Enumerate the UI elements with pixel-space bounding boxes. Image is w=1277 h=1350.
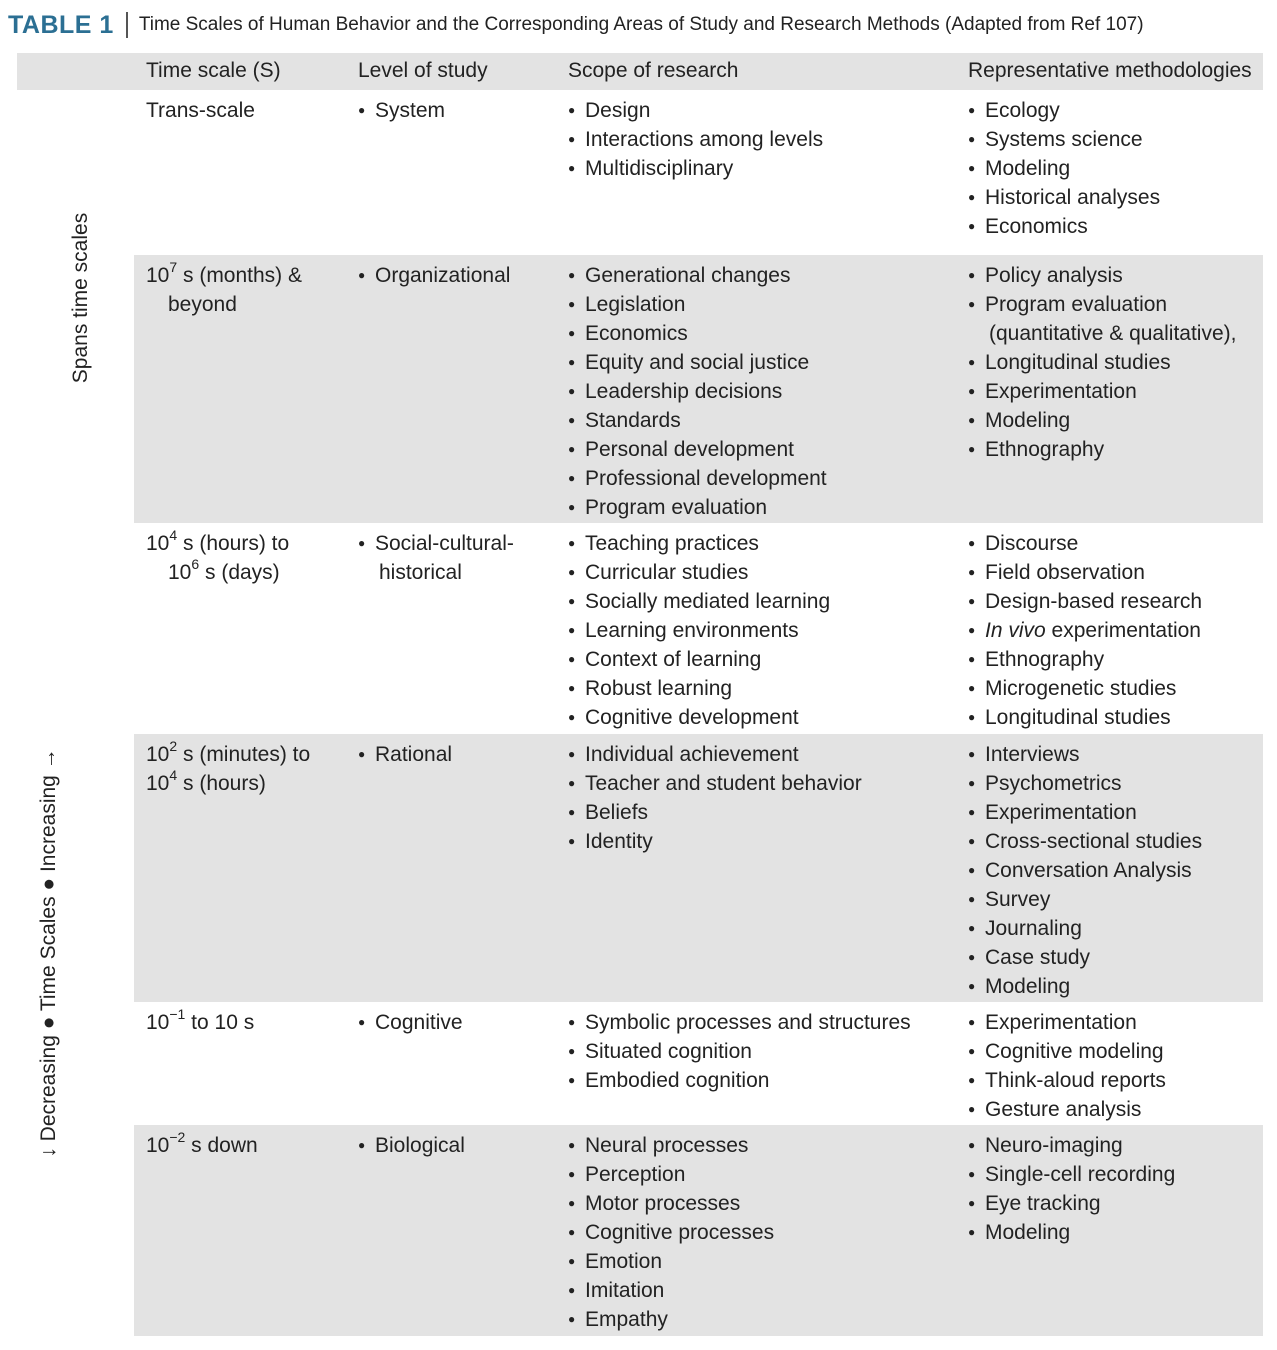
method-item: ● Modeling [968,154,1263,183]
method-item: ● Gesture analysis [968,1095,1263,1124]
column-header-level: Level of study [358,59,488,82]
scope-item: ● Robust learning [568,674,968,703]
scope-item: ● Personal development [568,435,968,464]
column-header-time-scale: Time scale (S) [146,59,281,82]
table-title: Time Scales of Human Behavior and the Corresponding Areas of Study and Research Methods (Adapted from Ref 107) [138,14,1144,35]
method-item: ● Neuro-imaging [968,1131,1263,1160]
scope-item: ● Individual achievement [568,740,968,769]
level-item: ● Cognitive [358,1008,558,1037]
table-header [17,53,1263,90]
method-item: ● Systems science [968,125,1263,154]
scope-item: ● Perception [568,1160,968,1189]
scope-cell [568,529,968,732]
level-item: ● Social-cultural- [358,529,558,558]
spans-time-scales-label: Spans time scales [69,212,92,384]
time-scale-cell: $10^{-2}$ s down [146,1129,258,1157]
scope-cell [568,96,968,183]
scope-item: ● Symbolic processes and structures [568,1008,968,1037]
scope-item: ● Embodied cognition [568,1066,968,1095]
table-row-biological [134,1125,1263,1336]
column-header-methods: Representative methodologies [968,59,1252,82]
time-scale-axis-label: ↓ Decreasing ● Time Scales ● Increasing → [37,748,60,1158]
scope-item: ● Interactions among levels [568,125,968,154]
level-item: ● Biological [358,1131,558,1160]
scope-item: ● Imitation [568,1276,968,1305]
methods-cell [968,529,1263,732]
time-scale-cell: $10^2$ s (minutes) to $10^4$ s (hours) [146,738,311,795]
level-cell [358,1131,558,1160]
method-item: ● Interviews [968,740,1263,769]
scope-item: ● Curricular studies [568,558,968,587]
scope-item: ● Leadership decisions [568,377,968,406]
scope-item: ● Economics [568,319,968,348]
scope-item: ● Empathy [568,1305,968,1334]
scope-item: ● Equity and social justice [568,348,968,377]
method-item: ● Historical analyses [968,183,1263,212]
scope-item: ● Legislation [568,290,968,319]
scope-cell [568,1008,968,1095]
method-item: ● Think-aloud reports [968,1066,1263,1095]
scope-item: ● Multidisciplinary [568,154,968,183]
method-item: ● Single-cell recording [968,1160,1263,1189]
method-item: ● Microgenetic studies [968,674,1263,703]
method-item: ● Longitudinal studies [968,348,1263,377]
scope-item: ● Socially mediated learning [568,587,968,616]
scope-item: ● Teaching practices [568,529,968,558]
method-item: ● Modeling [968,972,1263,1001]
scope-item: ● Neural processes [568,1131,968,1160]
scope-cell [568,1131,968,1334]
method-item: ● Ecology [968,96,1263,125]
level-item-continuation: historical [379,561,462,584]
scope-item: ● Professional development [568,464,968,493]
method-item: ● Field observation [968,558,1263,587]
scope-item: ● Cognitive processes [568,1218,968,1247]
table-row-organizational [134,255,1263,523]
methods-cell [968,96,1263,241]
method-item: ● Survey [968,885,1263,914]
scope-cell [568,740,968,856]
level-item: ● Rational [358,740,558,769]
method-item: ● Experimentation [968,798,1263,827]
method-item: ● Conversation Analysis [968,856,1263,885]
methods-cell [968,261,1263,464]
level-cell [358,529,558,587]
scope-item: ● Teacher and student behavior [568,769,968,798]
method-item: ● Experimentation [968,377,1263,406]
table-row-cognitive [134,1002,1263,1125]
scope-item: ● Motor processes [568,1189,968,1218]
method-item: ● Cognitive modeling [968,1037,1263,1066]
time-scale-cell: Trans-scale [146,99,255,122]
method-item-continuation: (quantitative & qualitative), [989,322,1237,345]
scope-item: ● Learning environments [568,616,968,645]
scope-item: ● Context of learning [568,645,968,674]
method-item: ● Ethnography [968,645,1263,674]
table-label: TABLE 1 [8,10,114,39]
scope-item: ● Generational changes [568,261,968,290]
method-item: ● Experimentation [968,1008,1263,1037]
method-item: ● Policy analysis [968,261,1263,290]
table-row-rational [134,734,1263,1002]
time-scale-cell: $10^4$ s (hours) to $10^6$ s (days) [146,527,290,584]
scope-item: ● Situated cognition [568,1037,968,1066]
methods-cell [968,740,1263,1001]
scope-item: ● Design [568,96,968,125]
level-cell [358,96,558,125]
scope-item: ● Standards [568,406,968,435]
time-scale-cell: $10^7$ s (months) & beyond [146,259,303,316]
scope-cell [568,261,968,522]
level-cell [358,261,558,290]
level-item: ● Organizational [358,261,558,290]
level-cell [358,1008,558,1037]
method-item: ● Economics [968,212,1263,241]
method-item: ● Eye tracking [968,1189,1263,1218]
methods-cell [968,1131,1263,1247]
level-cell [358,740,558,769]
scope-item: ● Emotion [568,1247,968,1276]
method-item: ● In vivo experimentation [968,616,1263,645]
methods-cell [968,1008,1263,1124]
scope-item: ● Program evaluation [568,493,968,522]
method-item: ● Case study [968,943,1263,972]
method-item: ● Modeling [968,1218,1263,1247]
scope-item: ● Cognitive development [568,703,968,732]
method-item: ● Journaling [968,914,1263,943]
level-item: ● System [358,96,558,125]
time-scale-cell: $10^{-1}$ to 10 s [146,1006,255,1034]
method-item: ● Modeling [968,406,1263,435]
method-item: ● Ethnography [968,435,1263,464]
method-item: ● Psychometrics [968,769,1263,798]
table-row-trans-scale [134,90,1263,255]
table-row-social-cultural [134,523,1263,734]
method-item: ● Cross-sectional studies [968,827,1263,856]
scope-item: ● Identity [568,827,968,856]
scope-item: ● Beliefs [568,798,968,827]
method-item: ● Design-based research [968,587,1263,616]
method-item: ● Discourse [968,529,1263,558]
method-item: ● Program evaluation [968,290,1263,319]
method-item: ● Longitudinal studies [968,703,1263,732]
column-header-scope: Scope of research [568,59,739,82]
